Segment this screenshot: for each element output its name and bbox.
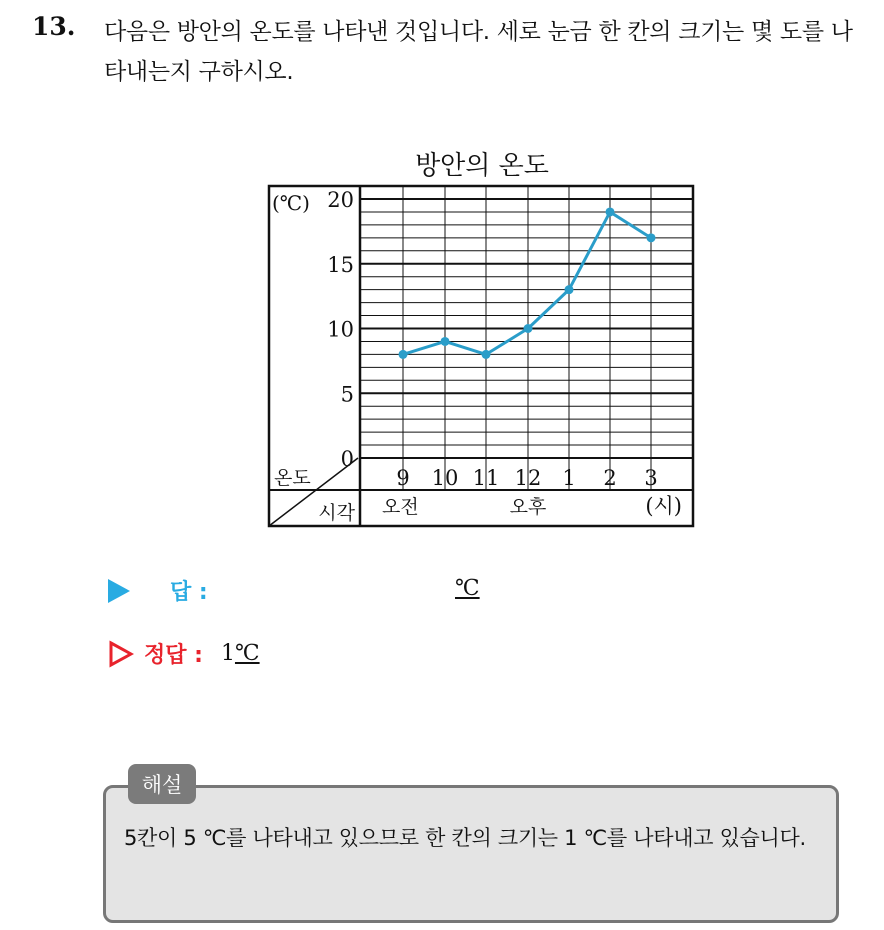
data-point [399, 350, 408, 359]
correct-answer-value [221, 641, 260, 666]
x-tick-label: 2 [603, 466, 617, 490]
y-tick-label: 0 [340, 447, 354, 471]
correct-answer-row [108, 638, 260, 669]
answer-arrow-icon [108, 579, 130, 603]
header-top-label: 온도 [274, 467, 311, 489]
question-number: 13. [32, 12, 76, 41]
data-point [524, 324, 533, 333]
y-tick-label: 15 [327, 252, 354, 277]
explanation-text: 5칸이 5 ℃를 나타내고 있으므로 한 칸의 크기는 1 ℃를 나타내고 있습니다. [124, 826, 806, 850]
correct-value-unit: ℃ [234, 641, 260, 666]
x-tick-label: 12 [514, 466, 542, 490]
x-tick-label: 1 [562, 466, 576, 490]
correct-value-number: 1 [220, 641, 235, 666]
y-tick-label: 20 [327, 188, 354, 212]
explanation-tag: 해설 [128, 764, 196, 804]
y-tick-label: 5 [340, 382, 354, 407]
question-text: 다음은 방안의 온도를 나타낸 것입니다. 세로 눈금 한 칸의 크기는 몇 도를 나타내는지 구하시오. [104, 19, 853, 85]
chart-title: 방안의 온도 [415, 151, 549, 181]
data-point [482, 350, 491, 359]
data-point [441, 337, 450, 346]
x-tick-label: 9 [396, 466, 410, 490]
x-tick-label: 11 [472, 466, 500, 490]
header-bottom-label: 시각 [318, 502, 355, 524]
data-point [647, 233, 656, 242]
x-tick-label: 3 [644, 466, 658, 490]
answer-label: 답 : [170, 580, 208, 605]
correct-answer-label: 정답 : [144, 643, 203, 668]
temperature-series-line [403, 212, 651, 354]
answer-row [108, 575, 208, 606]
data-point [606, 207, 615, 216]
y-tick-label: 10 [327, 317, 354, 342]
x-tick-label: 10 [431, 466, 459, 490]
temperature-chart [262, 140, 702, 532]
correct-arrow-icon [108, 640, 134, 668]
period-am-label: 오전 [382, 496, 419, 518]
x-axis-unit-label: (시) [645, 494, 682, 518]
period-pm-label: 오후 [509, 496, 547, 518]
y-axis-unit-label: (℃) [272, 191, 310, 215]
answer-unit: ℃ [455, 576, 480, 601]
data-point [565, 285, 574, 294]
